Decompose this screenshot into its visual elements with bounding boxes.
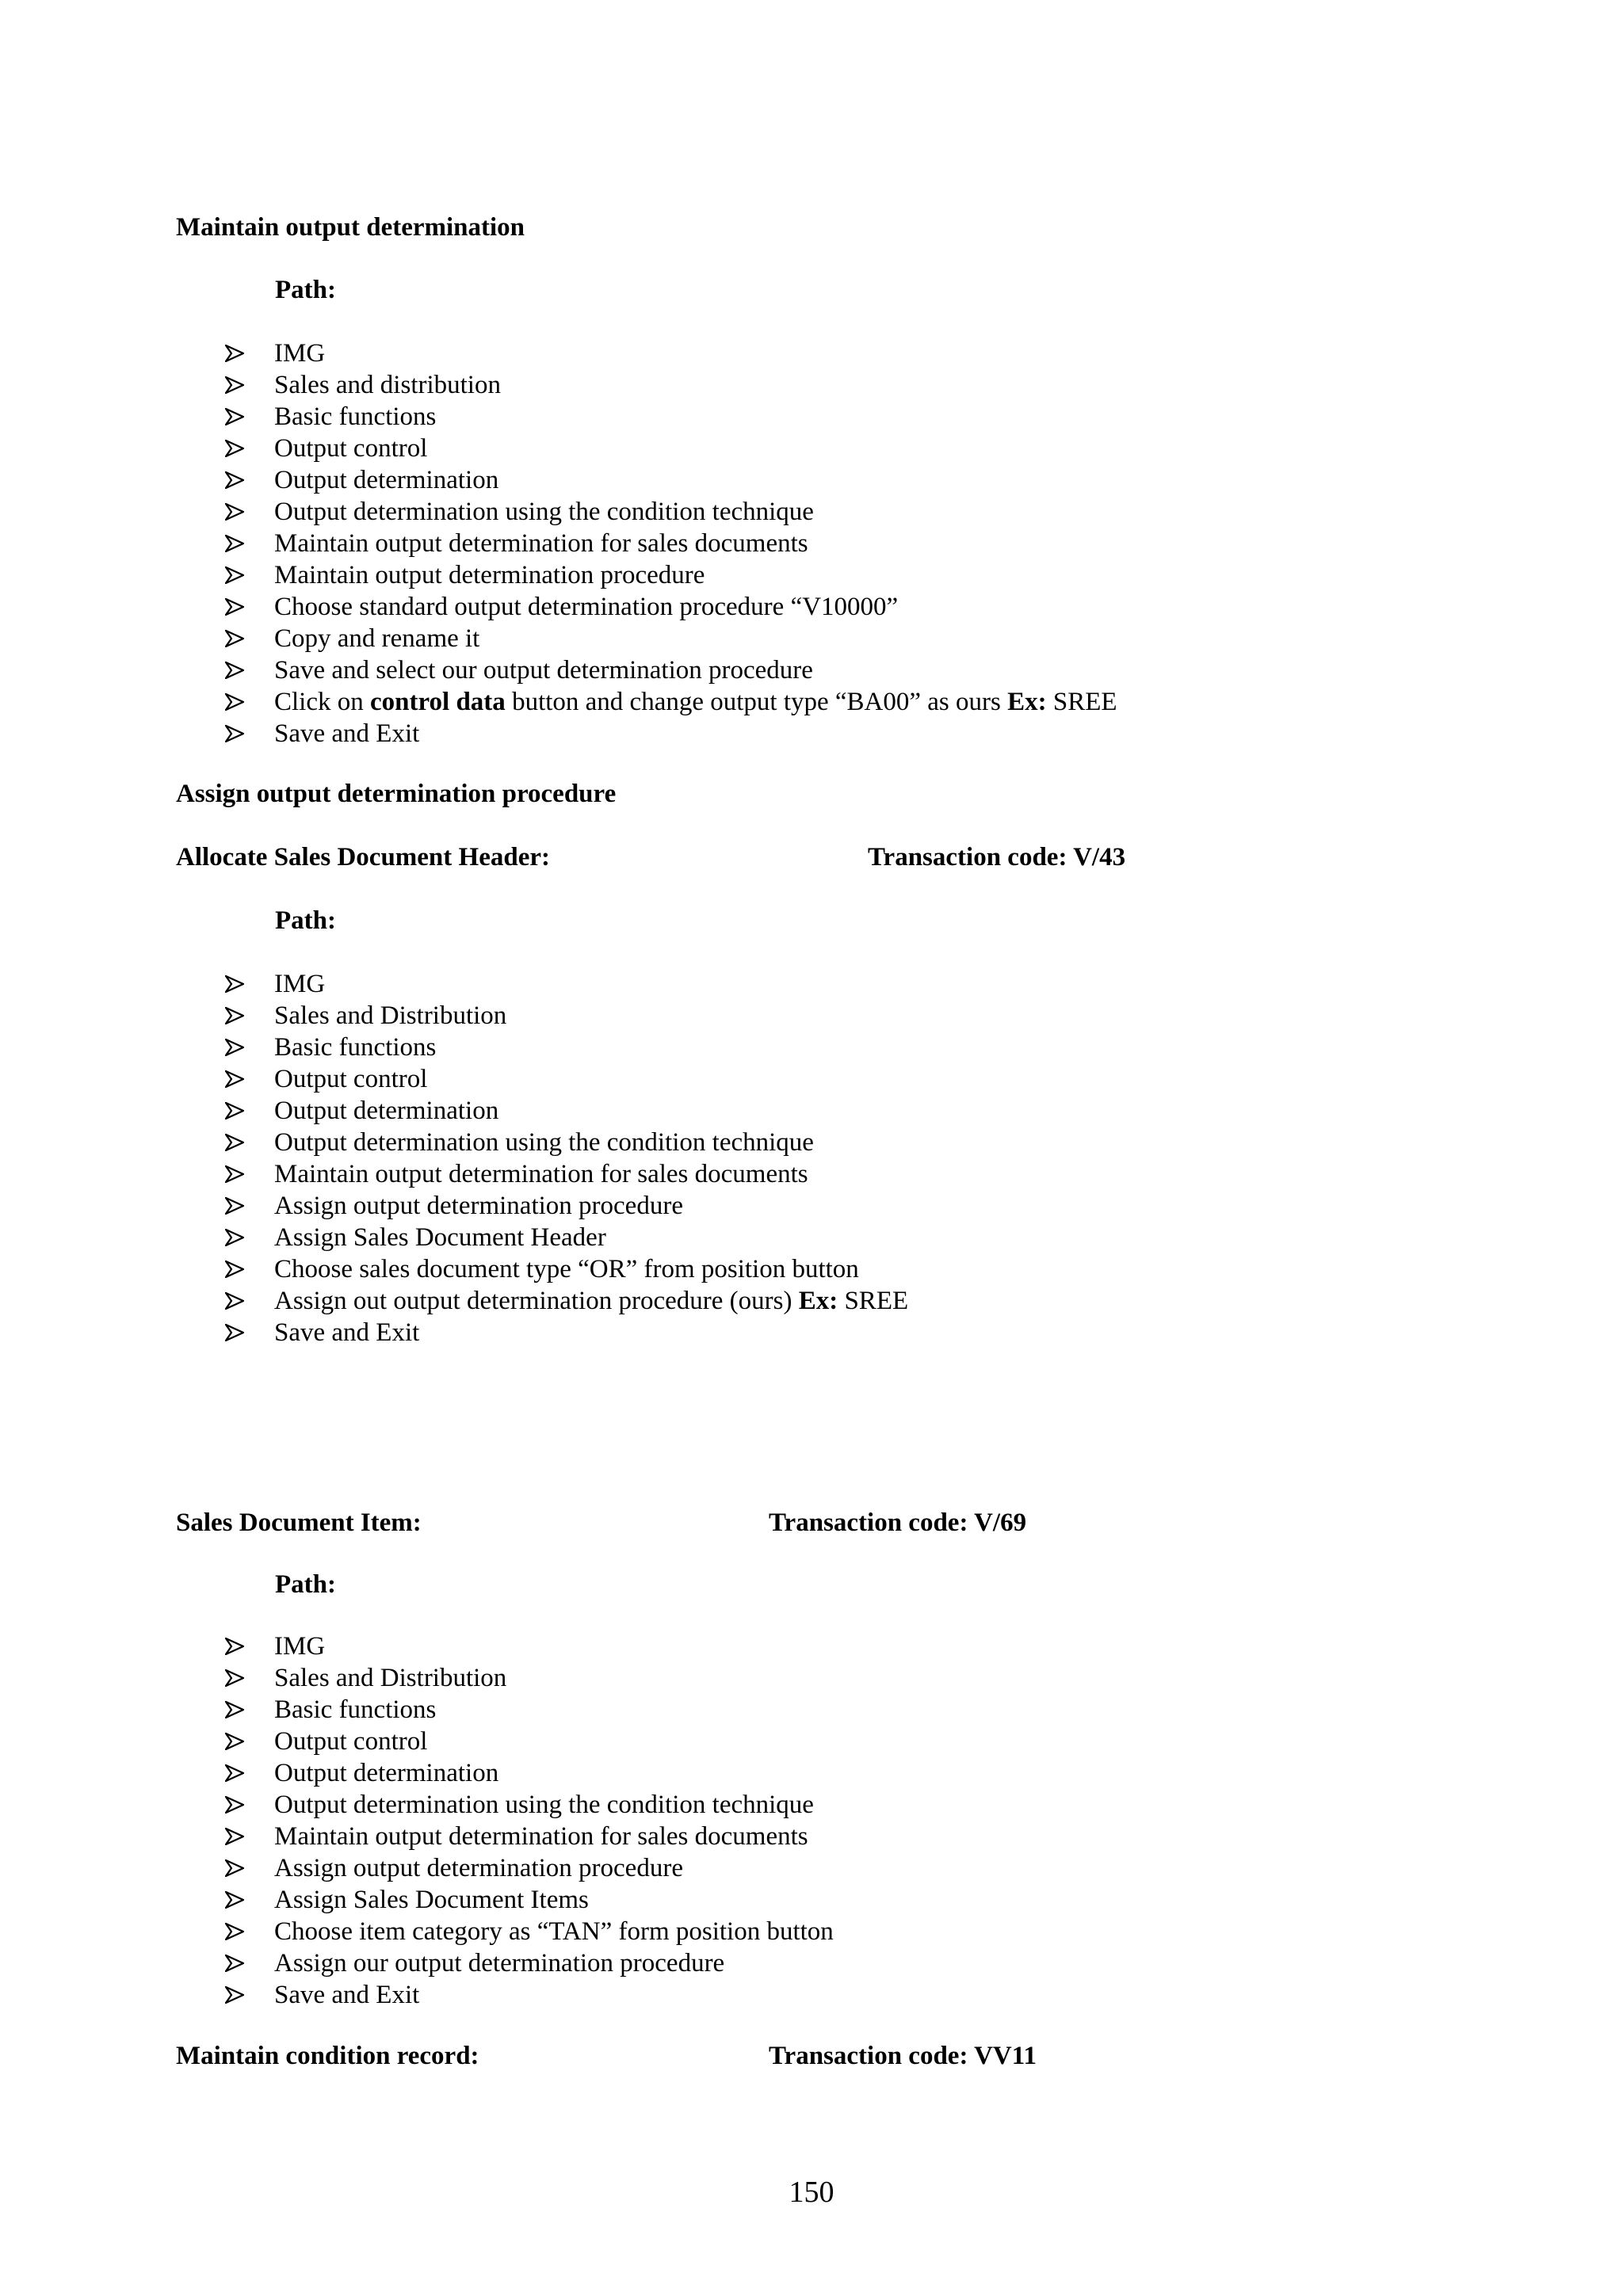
step-text-part: SREE	[838, 1287, 909, 1315]
step-text: Maintain output determination for sales documents	[274, 1822, 808, 1851]
step-text: Output determination using the condition technique	[274, 498, 814, 526]
section-title-assign-output-determination-procedure: Assign output determination procedure	[176, 780, 617, 808]
step-text-part: SREE	[1046, 688, 1117, 716]
path-label: Path:	[275, 1570, 336, 1599]
step-text: IMG	[274, 339, 326, 368]
page-number: 150	[789, 2176, 834, 2209]
step-text: Assign output determination procedure	[274, 1192, 683, 1220]
arrowhead-bullet-icon	[225, 566, 244, 584]
arrowhead-bullet-icon	[225, 1102, 244, 1119]
arrowhead-bullet-icon	[225, 1039, 244, 1056]
step-text-bold: Ex:	[798, 1287, 838, 1315]
step-text: Choose sales document type “OR” from position button	[274, 1255, 859, 1283]
arrowhead-bullet-icon	[225, 725, 244, 742]
arrowhead-bullet-icon	[225, 1007, 244, 1024]
step-text: Choose standard output determination procedure “V10000”	[274, 593, 899, 621]
arrowhead-bullet-icon	[225, 598, 244, 616]
step-text: Sales and Distribution	[274, 1664, 507, 1692]
arrowhead-bullet-icon	[225, 1324, 244, 1341]
arrowhead-bullet-icon	[225, 503, 244, 521]
step-text: Output determination	[274, 466, 499, 494]
arrowhead-bullet-icon	[225, 1134, 244, 1151]
transaction-code: Transaction code: VV11	[769, 2042, 1037, 2070]
arrowhead-bullet-icon	[225, 471, 244, 489]
step-text: Sales and distribution	[274, 371, 501, 399]
step-text: Save and select our output determination procedure	[274, 656, 813, 685]
arrowhead-bullet-icon	[225, 1764, 244, 1782]
arrowhead-bullet-icon	[225, 1070, 244, 1088]
arrowhead-bullet-icon	[225, 408, 244, 425]
arrowhead-bullet-icon	[225, 693, 244, 711]
step-text: Save and Exit	[274, 719, 420, 748]
transaction-code: Transaction code: V/43	[868, 843, 1126, 871]
arrowhead-bullet-icon	[225, 1638, 244, 1655]
arrowhead-bullet-icon	[225, 1701, 244, 1718]
step-text-part: Assign out output determination procedure (ours)	[274, 1287, 799, 1315]
section-title-maintain-output-determination: Maintain output determination	[176, 213, 525, 242]
step-text: Choose item category as “TAN” form position button	[274, 1917, 834, 1946]
step-text: Copy and rename it	[274, 624, 480, 653]
step-text: Sales and Distribution	[274, 1001, 507, 1030]
step-text: Output determination	[274, 1097, 499, 1125]
step-text: Basic functions	[274, 1695, 437, 1724]
arrowhead-bullet-icon	[225, 345, 244, 362]
step-text-part: button and change output type “BA00” as ours	[505, 688, 1008, 716]
arrowhead-bullet-icon	[225, 1261, 244, 1278]
subheading-sales-document-item: Sales Document Item:	[176, 1508, 422, 1537]
step-text: Output determination using the condition technique	[274, 1791, 814, 1819]
step-text: Save and Exit	[274, 1318, 420, 1347]
step-text: Assign Sales Document Items	[274, 1886, 589, 1914]
arrowhead-bullet-icon	[225, 630, 244, 647]
step-text: Output control	[274, 1065, 428, 1093]
arrowhead-bullet-icon	[225, 1891, 244, 1909]
step-text: IMG	[274, 1632, 326, 1661]
step-text: Assign our output determination procedure	[274, 1949, 725, 1978]
step-text: Output determination using the condition technique	[274, 1128, 814, 1157]
arrowhead-bullet-icon	[225, 1986, 244, 2004]
step-text: Assign output determination procedure	[274, 1854, 683, 1882]
arrowhead-bullet-icon	[225, 1828, 244, 1845]
subheading-maintain-condition-record: Maintain condition record:	[176, 2042, 479, 2070]
arrowhead-bullet-icon	[225, 975, 244, 993]
arrowhead-bullet-icon	[225, 1669, 244, 1687]
arrowhead-bullet-icon	[225, 1923, 244, 1940]
arrowhead-bullet-icon	[225, 1955, 244, 1972]
step-text: Maintain output determination for sales documents	[274, 529, 808, 558]
transaction-code: Transaction code: V/69	[769, 1508, 1027, 1537]
arrowhead-bullet-icon	[225, 1165, 244, 1183]
step-text: Basic functions	[274, 1033, 437, 1062]
step-text: Output control	[274, 1727, 428, 1756]
arrowhead-bullet-icon	[225, 1859, 244, 1877]
step-text	[274, 1285, 908, 1317]
step-text: Basic functions	[274, 402, 437, 431]
step-text: Maintain output determination procedure	[274, 561, 705, 589]
step-text: Save and Exit	[274, 1981, 420, 2009]
step-text: Assign Sales Document Header	[274, 1223, 606, 1252]
arrowhead-bullet-icon	[225, 1796, 244, 1814]
arrowhead-bullet-icon	[225, 1733, 244, 1750]
arrowhead-bullet-icon	[225, 376, 244, 394]
path-label: Path:	[275, 276, 336, 304]
arrowhead-bullet-icon	[225, 1197, 244, 1215]
arrowhead-bullet-icon	[225, 1292, 244, 1310]
arrowhead-bullet-icon	[225, 535, 244, 552]
path-label: Path:	[275, 906, 336, 935]
step-text: Maintain output determination for sales documents	[274, 1160, 808, 1188]
step-text-part: Click on	[274, 688, 370, 716]
arrowhead-bullet-icon	[225, 662, 244, 679]
step-text: Output control	[274, 434, 428, 463]
subheading-allocate-sales-document-header: Allocate Sales Document Header:	[176, 843, 550, 871]
arrowhead-bullet-icon	[225, 1229, 244, 1246]
step-text	[274, 686, 1117, 718]
step-text: IMG	[274, 970, 326, 998]
step-text: Output determination	[274, 1759, 499, 1787]
step-text-bold: Ex:	[1007, 688, 1047, 716]
step-text-bold: control data	[370, 688, 506, 716]
arrowhead-bullet-icon	[225, 440, 244, 457]
